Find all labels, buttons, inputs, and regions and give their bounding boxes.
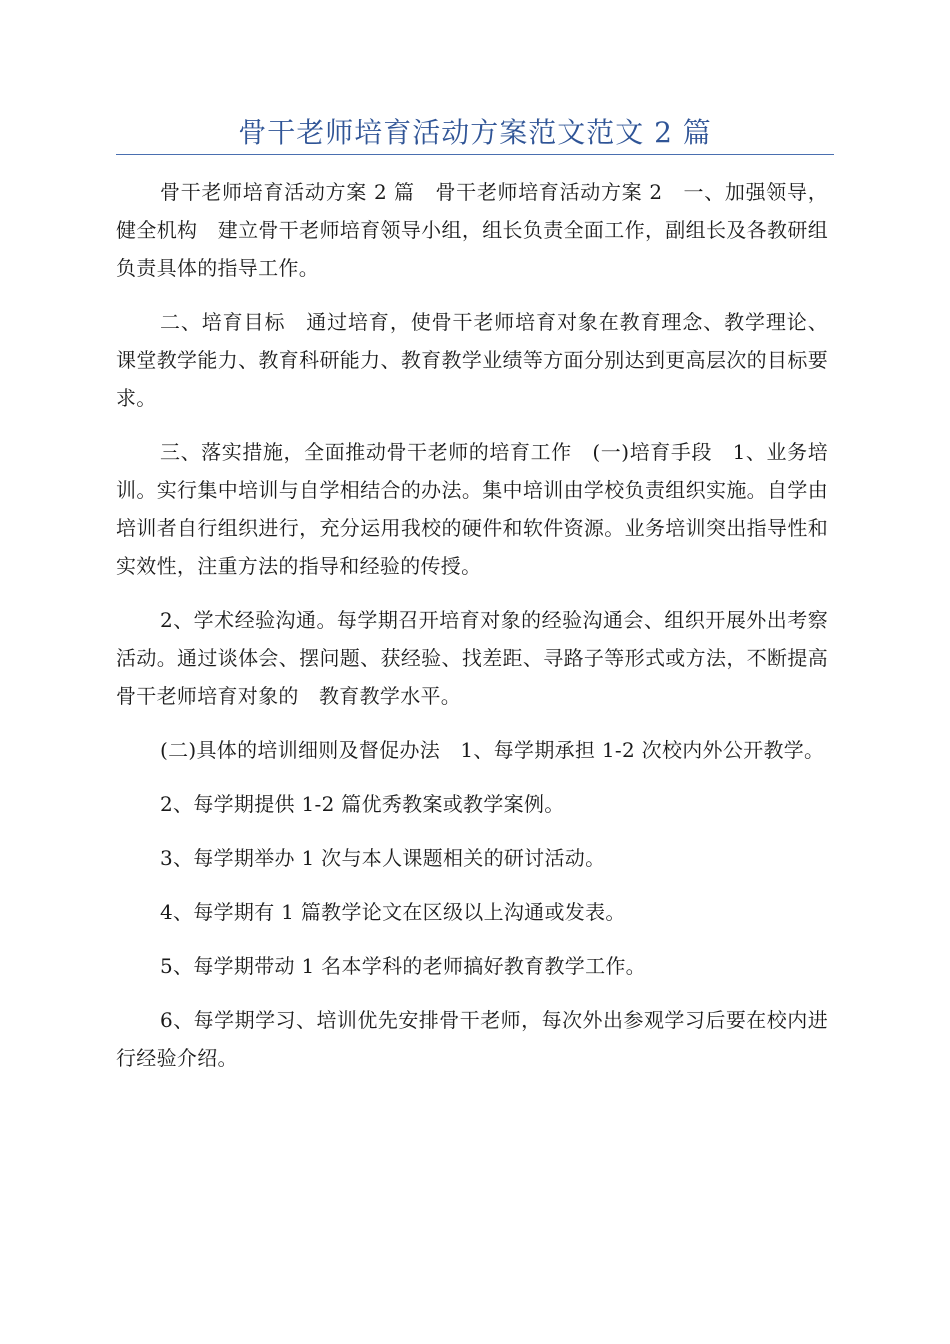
paragraph-2: 二、培育目标 通过培育，使骨干老师培育对象在教育理念、教学理论、课堂教学能力、教育科研能力、教育教学业绩等方面分别达到更高层次的目标要求。 [116, 310, 828, 410]
title-underline [116, 154, 834, 155]
paragraph-1: 骨干老师培育活动方案 2 篇 骨干老师培育活动方案 2 一、加强领导，健全机构 建立骨干老师培育领导小组，组长负责全面工作，副组长及各教研组负责具体的指导工作。 [116, 180, 828, 280]
paragraph-3: 三、落实措施，全面推动骨干老师的培育工作 (一)培育手段 1、业务培训。实行集中培训与自学相结合的办法。集中培训由学校负责组织实施。自学由培训者自行组织进行，充分运用我校的硬件和软件资源。业务培训突出指导性和实效性，注重方法的指导和经验的传授。 [116, 440, 828, 578]
document-title: 骨干老师培育活动方案范文范文 2 篇 [238, 116, 712, 149]
paragraph-10: 6、每学期学习、培训优先安排骨干老师，每次外出参观学习后要在校内进行经验介绍。 [116, 1008, 828, 1070]
paragraph-6: 2、每学期提供 1-2 篇优秀教案或教学案例。 [160, 792, 565, 816]
paragraph-7: 3、每学期举办 1 次与本人课题相关的研讨活动。 [160, 846, 606, 870]
paragraph-4: 2、学术经验沟通。每学期召开培育对象的经验沟通会、组织开展外出考察活动。通过谈体会、摆问题、获经验、找差距、寻路子等形式或方法，不断提高骨干老师培育对象的 教育教学水平。 [116, 608, 828, 708]
paragraph-8: 4、每学期有 1 篇教学论文在区级以上沟通或发表。 [160, 900, 626, 924]
paragraph-9: 5、每学期带动 1 名本学科的老师搞好教育教学工作。 [160, 954, 646, 978]
document-body [116, 173, 828, 1093]
paragraph-5: (二)具体的培训细则及督促办法 1、每学期承担 1-2 次校内外公开教学。 [160, 738, 825, 762]
